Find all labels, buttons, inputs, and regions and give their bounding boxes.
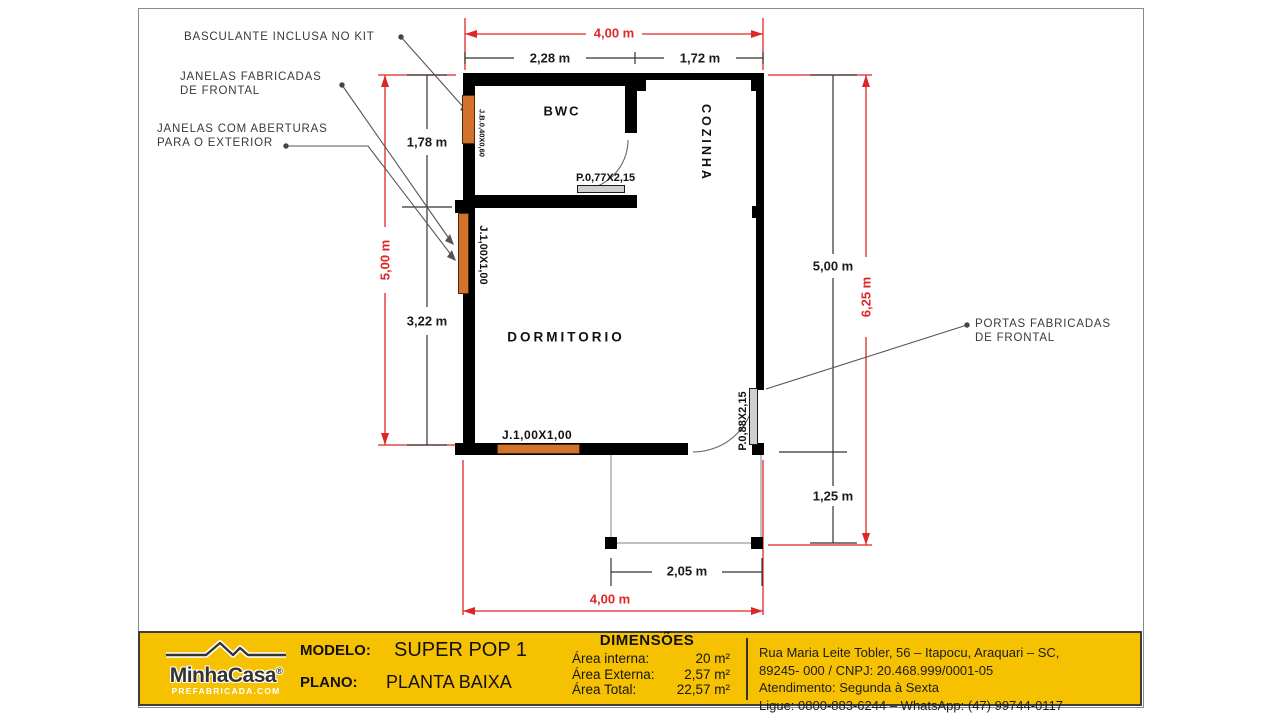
post-right-mid (752, 206, 764, 218)
dim-right-total: 6,25 m (858, 276, 874, 318)
annotation-line: DE FRONTAL (975, 332, 1055, 344)
page-border (138, 8, 1144, 708)
wall-top-right-thin (637, 73, 764, 80)
tag-janela-lateral: J.1,00X1,00 (477, 225, 489, 285)
company-logo (160, 640, 292, 702)
tag-janela-frontal: J.1,00X1,00 (502, 428, 573, 442)
wall-top-left (463, 73, 637, 86)
dim-top-total: 4,00 m (593, 25, 635, 41)
area-value: 2,57 m² (684, 666, 730, 682)
annotation-line: JANELAS COM ABERTURAS (157, 123, 328, 135)
post-porch-right (751, 537, 763, 549)
address-line: 89245- 000 / CNPJ: 20.468.999/0001-05 (759, 662, 994, 678)
door-entry-leaf (749, 388, 758, 445)
area-label: Área interna: (572, 651, 650, 666)
plano-label: PLANO: (300, 674, 358, 691)
areas-table (572, 651, 730, 698)
dimensoes-title: DIMENSÕES (599, 632, 695, 649)
post-cozinha-topleft (634, 79, 646, 91)
company-address (759, 644, 1063, 714)
area-row (572, 651, 730, 667)
annotation-line: PORTAS FABRICADAS (975, 318, 1111, 330)
modelo-value: SUPER POP 1 (394, 639, 528, 661)
annotation-janelas-fabricadas (180, 70, 322, 98)
address-line: Atendimento: Segunda à Sexta (759, 680, 939, 695)
tag-porta-bwc: P.0,77X2,15 (576, 172, 636, 184)
room-label-cozinha: COZINHA (699, 104, 713, 182)
annotation-line: PARA O EXTERIOR (157, 137, 273, 149)
annotation-basculante: BASCULANTE INCLUSA NO KIT (184, 31, 375, 43)
logo-name: MinhaCasa® (169, 664, 283, 687)
wall-bump-left-mid (455, 200, 463, 213)
wall-bump-left-bottom (455, 443, 463, 455)
room-label-bwc: BWC (543, 103, 581, 119)
annotation-janelas-aberturas (157, 122, 328, 150)
dim-left-total: 5,00 m (377, 239, 393, 281)
area-value: 22,57 m² (676, 682, 730, 697)
area-label: Área Externa: (572, 666, 655, 682)
tag-basculante: J.B.0,40X0,60 (477, 109, 487, 157)
address-line: Ligue: 0800-883-6244 – WhatsApp: (47) 99744-0117 (759, 697, 1064, 713)
area-label: Área Total: (572, 682, 637, 697)
dim-bottom-total: 4,00 m (589, 591, 631, 607)
tag-porta-entrada: P.0,88X2,15 (737, 391, 749, 451)
window-lateral (458, 213, 469, 294)
dim-right-porch: 1,25 m (812, 488, 854, 504)
wall-bwc-right-stub (625, 86, 637, 133)
annotation-line: JANELAS FABRICADAS (180, 71, 322, 83)
post-bottom-mid (605, 443, 617, 455)
area-value: 20 m² (695, 651, 730, 666)
wall-right-thin (756, 73, 764, 390)
dim-left-lower: 3,22 m (406, 313, 448, 329)
dim-right-main: 5,00 m (812, 258, 854, 274)
logo-tagline: PREFABRICADA.COM (171, 686, 281, 696)
post-porch-left (605, 537, 617, 549)
window-frontal (497, 444, 580, 454)
window-basculante (462, 95, 475, 144)
dim-top-left: 2,28 m (529, 50, 571, 66)
plano-value: PLANTA BAIXA (386, 672, 512, 692)
annotation-line: DE FRONTAL (180, 85, 260, 97)
wall-bwc-bottom (463, 195, 637, 208)
logo-registered-mark: ® (276, 666, 283, 676)
area-row (572, 667, 730, 683)
dim-bottom-porch: 2,05 m (666, 563, 708, 579)
door-bwc-leaf (577, 185, 625, 193)
footer-divider (746, 638, 748, 700)
dim-left-upper: 1,78 m (406, 134, 448, 150)
dim-top-right: 1,72 m (679, 50, 721, 66)
logo-roof-icon (160, 640, 292, 658)
area-row (572, 682, 730, 698)
room-label-dormitorio: DORMITORIO (507, 329, 625, 345)
modelo-label: MODELO: (300, 642, 371, 659)
annotation-portas (975, 317, 1111, 345)
post-cozinha-topright (751, 79, 763, 91)
address-line: Rua Maria Leite Tobler, 56 – Itapocu, Araquari – SC, (759, 645, 1060, 660)
